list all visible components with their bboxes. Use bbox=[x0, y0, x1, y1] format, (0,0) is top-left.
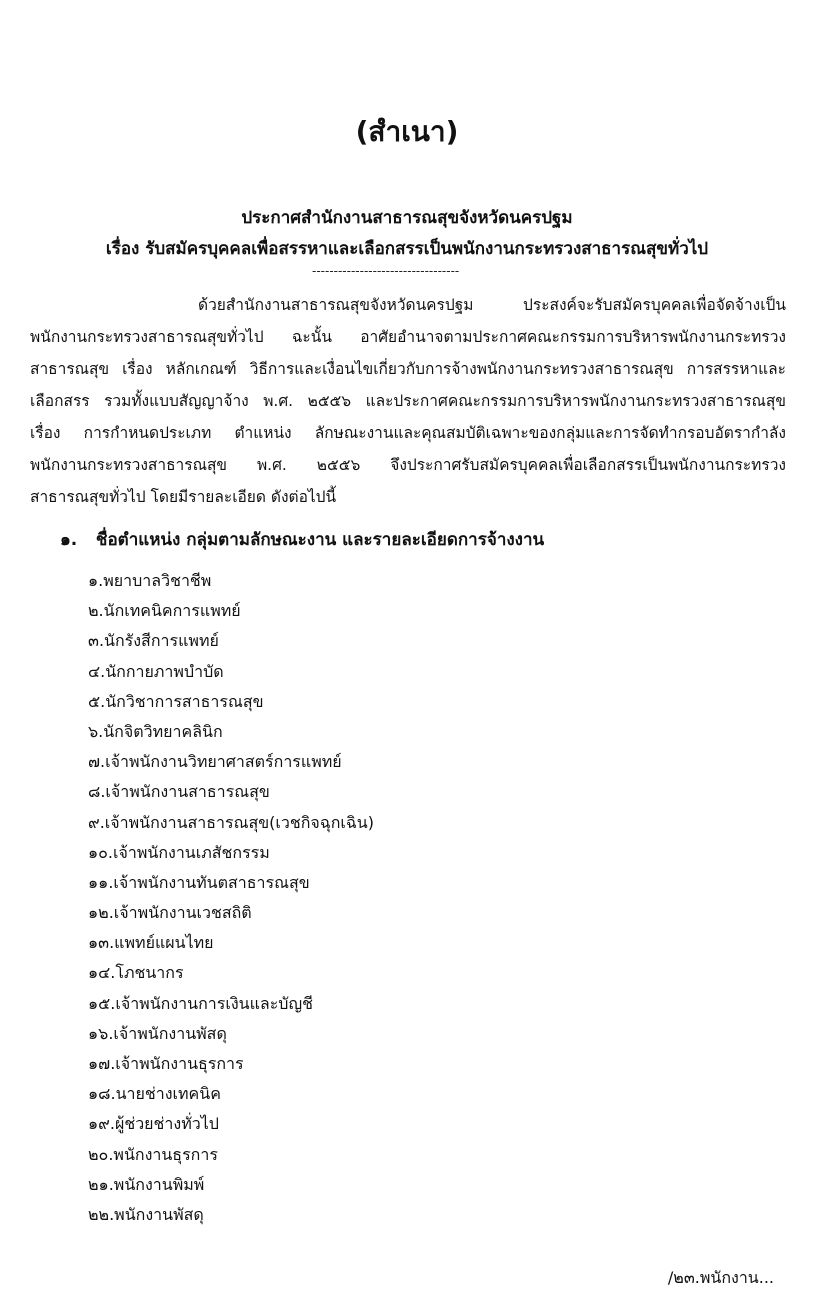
body-line: เลือกสรร รวมทั้งแบบสัญญาจ้าง พ.ศ. ๒๕๕๖ และประกาศคณะกรรมการบริหารพนักงานกระทรวงสาธารณสุข bbox=[30, 392, 786, 410]
position-item: ๑๒.เจ้าพนักงานเวชสถิติ bbox=[88, 903, 252, 923]
position-item: ๘.เจ้าพนักงานสาธารณสุข bbox=[88, 782, 270, 802]
body-line: พนักงานกระทรวงสาธารณสุขทั่วไป ฉะนั้น อาศัยอำนาจตามประกาศคณะกรรมการบริหารพนักงานกระทรวง bbox=[30, 328, 786, 346]
section-number: ๑. bbox=[60, 530, 78, 550]
position-item: ๒.นักเทคนิคการแพทย์ bbox=[88, 601, 241, 621]
position-item: ๑๗.เจ้าพนักงานธุรการ bbox=[88, 1054, 244, 1073]
body-line: ด้วยสำนักงานสาธารณสุขจังหวัดนครปฐม ประสงค์จะรับสมัครบุคคลเพื่อจัดจ้างเป็น bbox=[198, 296, 786, 314]
position-item: ๒๒.พนักงานพัสดุ bbox=[88, 1204, 204, 1224]
position-item: ๒๐.พนักงานธุรการ bbox=[88, 1144, 218, 1164]
position-item: ๑๑.เจ้าพนักงานทันตสาธารณสุข bbox=[88, 872, 310, 892]
position-item: ๒๑.พนักงานพิมพ์ bbox=[88, 1174, 205, 1194]
body-line: เรื่อง การกำหนดประเภท ตำแหน่ง ลักษณะงานและคุณสมบัติเฉพาะของกลุ่มและการจัดทำกรอบอัตรากำลัง bbox=[30, 424, 786, 442]
position-item: ๖.นักจิตวิทยาคลินิก bbox=[88, 721, 223, 741]
section-title: ชื่อตำแหน่ง กลุ่มตามลักษณะงาน และรายละเอียดการจ้างงาน bbox=[95, 530, 545, 550]
position-list bbox=[88, 566, 374, 1230]
section-1-heading bbox=[60, 526, 544, 553]
position-item: ๑๕.เจ้าพนักงานการเงินและบัญชี bbox=[88, 993, 313, 1013]
position-item: ๑๖.เจ้าพนักงานพัสดุ bbox=[88, 1023, 227, 1043]
announcement-title: ประกาศสำนักงานสาธารณสุขจังหวัดนครปฐม bbox=[241, 208, 573, 228]
position-item: ๑๓.แพทย์แผนไทย bbox=[88, 933, 214, 953]
page-continuation: /๒๓.พนักงาน... bbox=[667, 1268, 774, 1287]
copy-mark: (สำเนา) bbox=[355, 115, 459, 148]
position-item: ๑๘.นายช่างเทคนิค bbox=[88, 1084, 221, 1104]
position-item: ๗.เจ้าพนักงานวิทยาศาสตร์การแพทย์ bbox=[88, 752, 342, 772]
position-item: ๔.นักกายภาพบำบัด bbox=[88, 661, 224, 681]
position-item: ๑๐.เจ้าพนักงานเภสัชกรรม bbox=[88, 842, 270, 862]
body-line: พนักงานกระทรวงสาธารณสุข พ.ศ. ๒๕๕๖ จึงประกาศรับสมัครบุคคลเพื่อเลือกสรรเป็นพนักงานกระทรวง bbox=[30, 456, 786, 474]
position-item: ๑๔.โภชนากร bbox=[88, 963, 184, 983]
body-line: สาธารณสุข เรื่อง หลักเกณฑ์ วิธีการและเงื่อนไขเกี่ยวกับการจ้างพนักงานกระทรวงสาธารณสุข การสรรหาและ bbox=[30, 360, 786, 378]
position-item: ๑.พยาบาลวิชาชีพ bbox=[88, 571, 212, 590]
heading-divider: ---------------------------------- bbox=[312, 264, 460, 278]
position-item: ๑๙.ผู้ช่วยช่างทั่วไป bbox=[88, 1114, 219, 1134]
body-line: สาธารณสุขทั่วไป โดยมีรายละเอียด ดังต่อไปนี้ bbox=[30, 488, 337, 506]
announcement-subject: เรื่อง รับสมัครบุคคลเพื่อสรรหาและเลือกสรรเป็นพนักงานกระทรวงสาธารณสุขทั่วไป bbox=[105, 239, 709, 259]
position-item: ๕.นักวิชาการสาธารณสุข bbox=[88, 691, 264, 711]
position-item: ๓.นักรังสีการแพทย์ bbox=[88, 631, 219, 651]
position-item: ๙.เจ้าพนักงานสาธารณสุข(เวชกิจฉุกเฉิน) bbox=[88, 812, 374, 832]
